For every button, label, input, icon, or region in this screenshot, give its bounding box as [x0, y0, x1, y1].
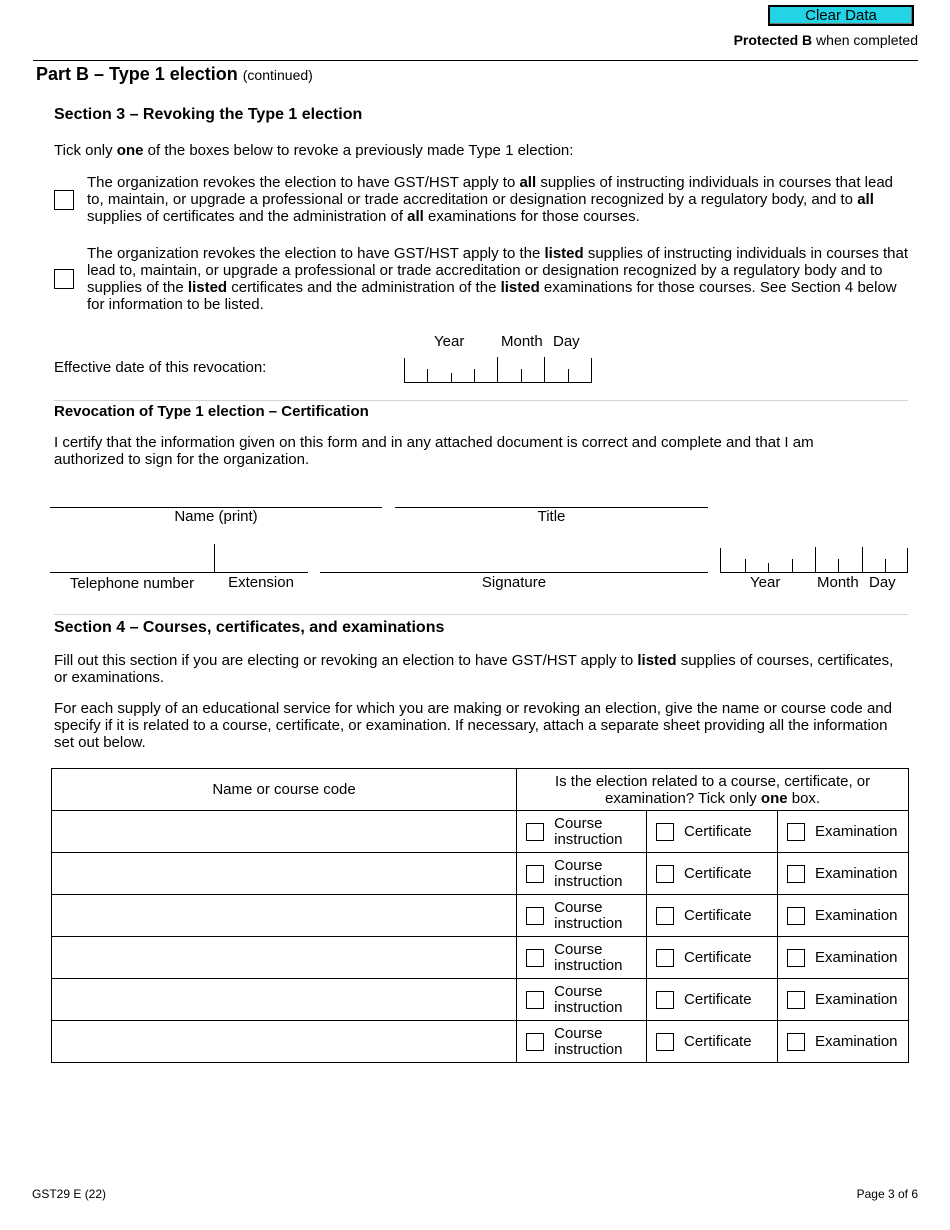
certificate-checkbox[interactable] [656, 1033, 674, 1051]
course-name-input[interactable] [52, 895, 517, 937]
examination-option[interactable]: Examination [778, 1021, 908, 1062]
examination-option[interactable]: Examination [778, 937, 908, 978]
certificate-checkbox[interactable] [656, 907, 674, 925]
examination-checkbox[interactable] [787, 823, 805, 841]
extension-label: Extension [228, 574, 294, 591]
certificate-checkbox[interactable] [656, 865, 674, 883]
courses-table [51, 768, 909, 1063]
examination-checkbox[interactable] [787, 949, 805, 967]
cert-year-label: Year [750, 574, 781, 591]
table-row [52, 895, 909, 937]
certificate-option[interactable]: Certificate [647, 853, 777, 894]
name-print-label: Name (print) [174, 508, 258, 525]
extension-line[interactable] [214, 572, 308, 573]
table-row [52, 853, 909, 895]
course-instruction-checkbox[interactable] [526, 823, 544, 841]
certificate-option[interactable]: Certificate [647, 811, 777, 852]
certificate-option[interactable]: Certificate [647, 895, 777, 936]
clear-data-button[interactable]: Clear Data [768, 5, 914, 26]
telephone-line[interactable] [50, 572, 214, 573]
signature-label: Signature [481, 574, 547, 591]
signature-line[interactable] [320, 572, 708, 573]
course-instruction-option[interactable]: Course instruction [517, 1021, 646, 1062]
date-year-label: Year [434, 333, 465, 350]
course-instruction-checkbox[interactable] [526, 907, 544, 925]
examination-option[interactable]: Examination [778, 853, 908, 894]
header-divider [33, 60, 918, 61]
cert-month-label: Month [817, 574, 859, 591]
table-row [52, 979, 909, 1021]
divider [54, 400, 908, 401]
section4-paragraph-1: Fill out this section if you are electing or revoking an election to have GST/HST apply to listed supplies of courses, certificates, or examinations. [54, 652, 894, 686]
course-name-input[interactable] [52, 1021, 517, 1063]
course-instruction-option[interactable]: Course instruction [517, 979, 646, 1020]
date-month-label: Month [501, 333, 543, 350]
course-name-input[interactable] [52, 937, 517, 979]
certification-date-field[interactable] [720, 548, 908, 573]
course-name-input[interactable] [52, 853, 517, 895]
course-instruction-checkbox[interactable] [526, 949, 544, 967]
section3-title: Section 3 – Revoking the Type 1 election [54, 106, 363, 123]
examination-option[interactable]: Examination [778, 811, 908, 852]
date-day-label: Day [553, 333, 580, 350]
election-type-column-header: Is the election related to a course, certificate, or examination? Tick only one box. [517, 769, 909, 811]
revoke-all-text: The organization revokes the election to have GST/HST apply to all supplies of instructing individuals in courses that lead to, maintain, or upgrade a professional or trade accreditation or designation recognized by a regulatory body, and to all supplies of certificates and the administration of all examinations for those courses. [87, 174, 894, 225]
examination-option[interactable]: Examination [778, 895, 908, 936]
examination-checkbox[interactable] [787, 907, 805, 925]
revoke-listed-checkbox[interactable] [54, 269, 74, 289]
title-label: Title [537, 508, 566, 525]
examination-checkbox[interactable] [787, 1033, 805, 1051]
examination-option[interactable]: Examination [778, 979, 908, 1020]
protected-b-label: Protected B when completed [733, 32, 918, 48]
certification-title: Revocation of Type 1 election – Certification [54, 403, 369, 420]
certificate-checkbox[interactable] [656, 823, 674, 841]
examination-checkbox[interactable] [787, 865, 805, 883]
table-row [52, 1021, 909, 1063]
effective-date-field[interactable] [404, 358, 592, 383]
form-id: GST29 E (22) [32, 1187, 107, 1201]
cert-day-label: Day [869, 574, 896, 591]
name-column-header: Name or course code [52, 769, 517, 811]
revoke-all-checkbox[interactable] [54, 190, 74, 210]
course-instruction-option[interactable]: Course instruction [517, 895, 646, 936]
section3-intro: Tick only one of the boxes below to revoke a previously made Type 1 election: [54, 142, 574, 159]
examination-checkbox[interactable] [787, 991, 805, 1009]
course-instruction-option[interactable]: Course instruction [517, 811, 646, 852]
course-instruction-checkbox[interactable] [526, 991, 544, 1009]
certificate-checkbox[interactable] [656, 949, 674, 967]
certificate-option[interactable]: Certificate [647, 979, 777, 1020]
course-instruction-checkbox[interactable] [526, 1033, 544, 1051]
effective-date-label: Effective date of this revocation: [54, 359, 267, 376]
page-number: Page 3 of 6 [856, 1187, 918, 1201]
table-row [52, 937, 909, 979]
certificate-option[interactable]: Certificate [647, 937, 777, 978]
certification-text: I certify that the information given on this form and in any attached document is correct and complete and that I am authorized to sign for the organization. [54, 434, 814, 468]
course-instruction-option[interactable]: Course instruction [517, 853, 646, 894]
extension-separator [214, 544, 215, 572]
telephone-label: Telephone number [69, 575, 195, 592]
section4-title: Section 4 – Courses, certificates, and examinations [54, 619, 445, 636]
table-row [52, 811, 909, 853]
certificate-checkbox[interactable] [656, 991, 674, 1009]
part-title: Part B – Type 1 election (continued) [36, 64, 313, 84]
course-name-input[interactable] [52, 811, 517, 853]
certificate-option[interactable]: Certificate [647, 1021, 777, 1062]
divider [54, 614, 908, 615]
revoke-listed-text: The organization revokes the election to have GST/HST apply to the listed supplies of instructing individuals in courses that lead to, maintain, or upgrade a professional or trade accreditation or designation recognized by a regulatory body and to supplies of the listed certificates and the administration of the listed examinations for those courses. See Section 4 below for information to be listed. [87, 245, 909, 313]
course-name-input[interactable] [52, 979, 517, 1021]
course-instruction-option[interactable]: Course instruction [517, 937, 646, 978]
section4-paragraph-2: For each supply of an educational service for which you are making or revoking an election, give the name or course code and specify if it is related to a course, certificate, or examination. If necessary, attach a separate sheet providing all the information set out below. [54, 700, 892, 751]
course-instruction-checkbox[interactable] [526, 865, 544, 883]
